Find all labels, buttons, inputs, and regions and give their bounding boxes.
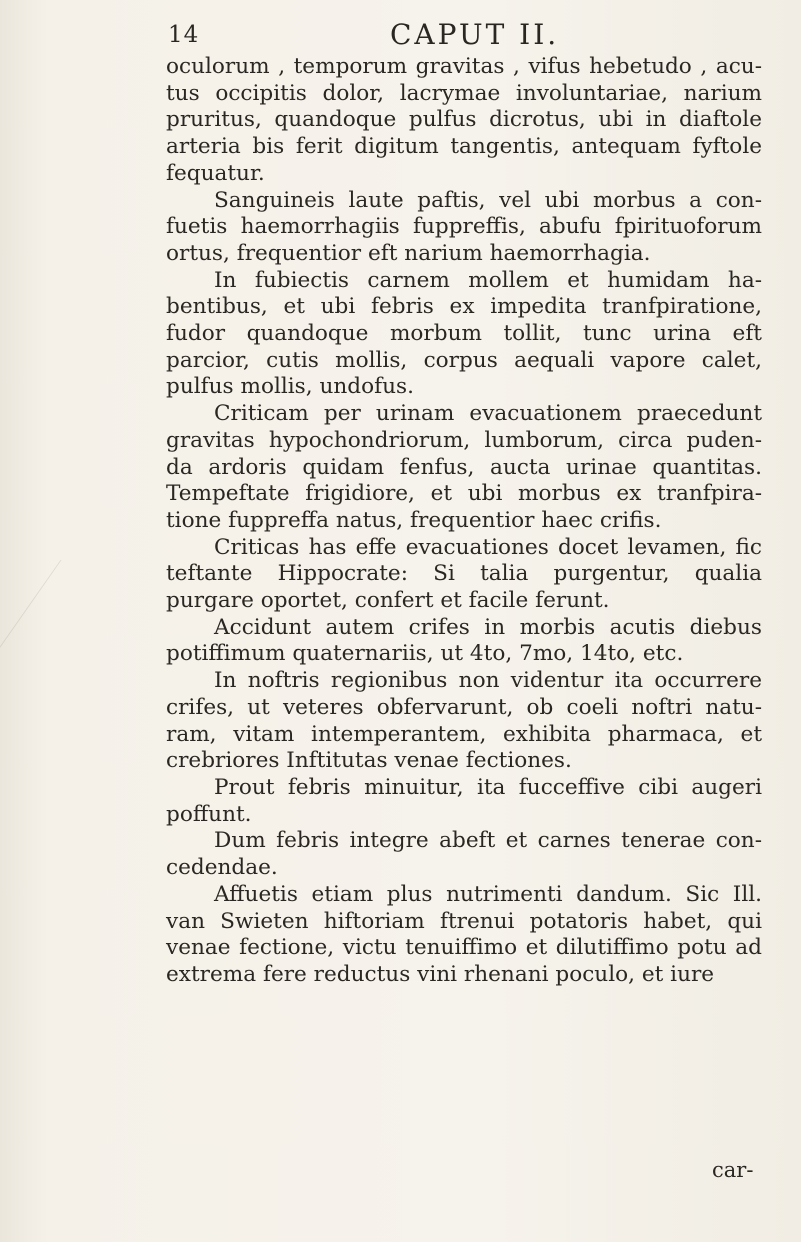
paragraph-3: In fubiectis carnem mollem et humidam ha- bentibus, et ubi febris ex impedita tranfpiratione, fudor quandoque morbum tollit, tunc urina eft parcior, cutis mollis, corpus aequali vapore calet, pulfus mollis, undofus. <box>166 267 762 400</box>
paragraph-5: Criticas has effe evacuationes docet levamen, fic teftante Hippocrate: Si talia purgentur, qualia purgare oportet, confert et facile ferunt. <box>166 534 762 614</box>
body-text <box>166 54 762 989</box>
paragraph-8: Prout febris minuitur, ita fucceffive cibi augeri poffunt. <box>166 774 762 827</box>
page-stain <box>0 560 182 710</box>
paragraph-7: In noftris regionibus non videntur ita occurrere crifes, ut veteres obfervarunt, ob coeli noftri natu- ram, vitam intemperantem, exhibita pharmaca, et crebriores Inftitutas venae fectiones. <box>166 668 762 774</box>
paragraph-6: Accidunt autem crifes in morbis acutis diebus potiffimum quaternariis, ut 4to, 7mo, 14to, etc. <box>166 614 762 667</box>
paragraph-1: oculorum , temporum gravitas , vifus hebetudo , acu- tus occipitis dolor, lacrymae involuntariae, narium pruritus, quandoque pulfus dicrotus, ubi in diaftole arteria bis ferit digitum tangentis, antequam fyftole fequatur. <box>166 54 762 186</box>
page-number: 14 <box>168 22 200 48</box>
paragraph-2: Sanguineis laute paftis, vel ubi morbus a con- fuetis haemorrhagiis fuppreffis, abufu fpirituoforum ortus, frequentior eft narium haemorrhagia. <box>166 187 762 266</box>
page-header <box>168 18 768 54</box>
catchword: car- <box>712 1158 754 1182</box>
running-head: CAPUT II. <box>390 18 560 51</box>
paragraph-10: Affuetis etiam plus nutrimenti dandum. Sic Ill. van Swieten hiftoriam ftrenui potatoris habet, qui venae fectione, victu tenuiffimo et dilutiffimo potu ad extrema fere reductus vini rhenani poculo, et iure <box>166 881 762 987</box>
paragraph-4: Criticam per urinam evacuationem praecedunt gravitas hypochondriorum, lumborum, circa puden- da ardoris quidam fenfus, aucta urinae quantitas. Tempeftate frigidiore, et ubi morbus ex tranfpira- tione fuppreffa natus, frequentior haec crifis. <box>166 401 762 533</box>
paragraph-9: Dum febris integre abeft et carnes tenerae con- cedendae. <box>166 828 762 881</box>
